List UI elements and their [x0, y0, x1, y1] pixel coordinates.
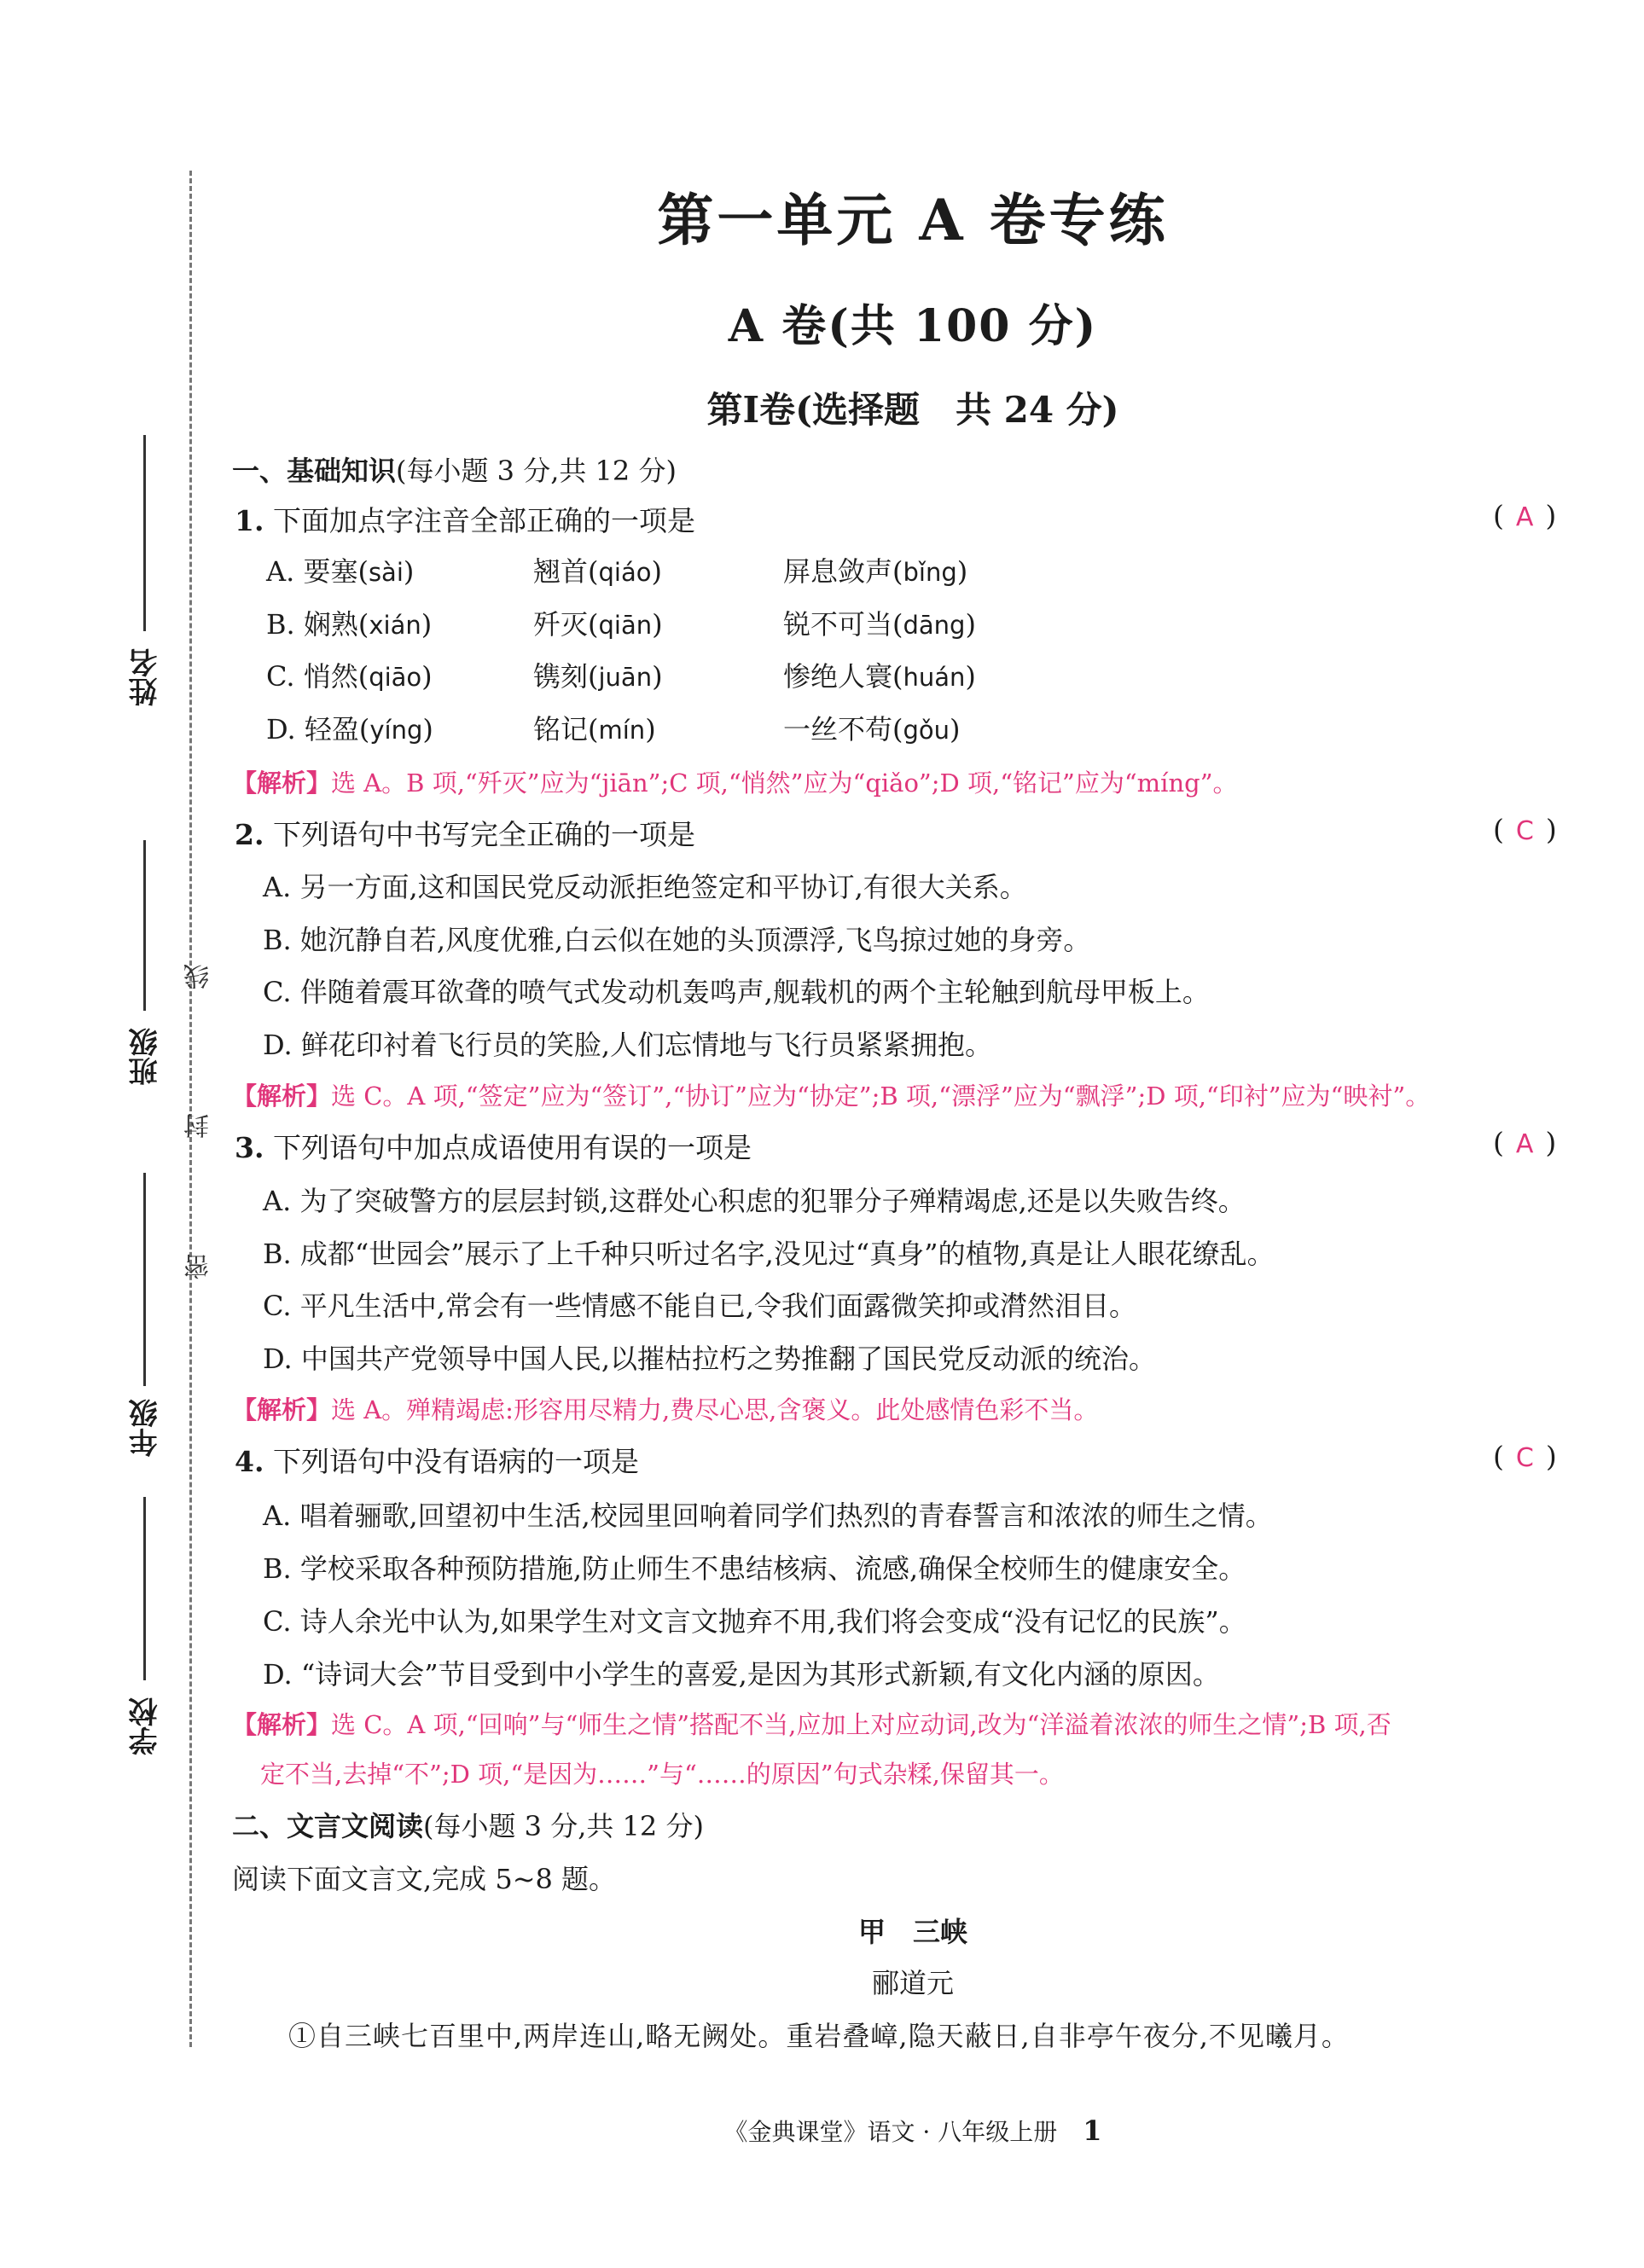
q2-option-c: C. 伴随着震耳欲聋的喷气式发动机轰鸣声,舰载机的两个主轮触到航母甲板上。 [263, 976, 1210, 1008]
q1-option-d: D. 轻盈(yíng) [266, 713, 433, 745]
q3-option-c: C. 平凡生活中,常会有一些情感不能自已,令我们面露微笑抑或潸然泪目。 [263, 1290, 1137, 1322]
q4-answer-letter: C [1515, 1443, 1534, 1473]
q1-number: 1. [235, 504, 264, 537]
q1-answer: ( A ) [1493, 499, 1557, 532]
passage-author: 郦道元 [871, 1967, 954, 1999]
q1-option-b-2: 歼灭(qiān) [533, 608, 663, 641]
page-title: 第一单元 A 卷专练 [657, 187, 1169, 253]
grade-label: 年级 [129, 1399, 163, 1457]
passage-title: 甲 三峡 [857, 1916, 967, 1948]
class-label: 班级 [129, 1028, 163, 1086]
q1-text: 下面加点字注音全部正确的一项是 [272, 504, 695, 537]
page-number: 1 [1083, 2114, 1102, 2147]
seal-feng: 封 [184, 1113, 214, 1139]
q4-analysis-text1: 选 C。A 项,“回响”与“师生之情”搭配不当,应加上对应动词,改为“洋溢着浓浓的师生之情”;B 项,否 [331, 1710, 1391, 1739]
q1-option-c: C. 悄然(qiāo) [266, 660, 433, 693]
binding-dashed-line [189, 171, 192, 2047]
q2-analysis [232, 1077, 1430, 1112]
q3-answer: ( A ) [1493, 1126, 1557, 1159]
q3-analysis-text: 选 A。殚精竭虑:形容用尽精力,费尽心思,含褒义。此处感情色彩不当。 [331, 1395, 1099, 1424]
name-label: 姓名 [129, 648, 163, 706]
q4-option-c: C. 诗人余光中认为,如果学生对文言文抛弃不用,我们将会变成“没有记忆的民族”。 [263, 1605, 1246, 1638]
q1-option-a-2: 翘首(qiáo) [533, 555, 662, 588]
school-label: 学校 [129, 1697, 163, 1755]
q4-answer: ( C ) [1493, 1440, 1557, 1473]
q3-analysis-tag: 【解析】 [232, 1395, 332, 1424]
q2-analysis-text: 选 C。A 项,“签定”应为“签订”,“协订”应为“协定”;B 项,“漂浮”应为“飘浮”;D 项,“印衬”应为“映衬”。 [331, 1082, 1431, 1111]
q1-option-a-3: 屏息敛声(bǐng) [783, 555, 968, 588]
passage-paragraph-1: ①自三峡七百里中,两岸连山,略无阙处。重岩叠嶂,隐天蔽日,自非亭午夜分,不见曦月。 [288, 2020, 1350, 2052]
q2-stem [235, 813, 695, 853]
part1-heading-note: (每小题 3 分,共 12 分) [396, 455, 677, 487]
q4-option-a: A. 唱着骊歌,回望初中生活,校园里回响着同学们热烈的青春誓言和浓浓的师生之情。 [263, 1499, 1273, 1532]
seal-xian: 线 [184, 964, 214, 989]
q4-analysis-line2: 定不当,去掉“不”;D 项,“是因为……”与“……的原因”句式杂糅,保留其一。 [260, 1760, 1064, 1789]
q1-analysis-text: 选 A。B 项,“歼灭”应为“jiān”;C 项,“悄然”应为“qiǎo”;D 项,“铭记”应为“míng”。 [331, 769, 1238, 798]
q4-option-b: B. 学校采取各种预防措施,防止师生不患结核病、流感,确保全校师生的健康安全。 [263, 1552, 1246, 1585]
q3-option-b: B. 成都“世园会”展示了上千种只听过名字,没见过“真身”的植物,真是让人眼花缭乱。 [263, 1238, 1275, 1270]
q1-option-d-2: 铭记(mín) [533, 713, 656, 745]
grade-line [143, 1173, 146, 1386]
name-line [143, 435, 146, 631]
part2-heading-bold: 二、文言文阅读 [232, 1810, 424, 1842]
q1-option-d-3: 一丝不苟(gǒu) [783, 713, 961, 745]
q1-option-c-3: 惨绝人寰(huán) [783, 660, 976, 693]
q2-answer-letter: C [1515, 816, 1534, 846]
q1-stem [235, 499, 695, 539]
school-line [143, 1497, 146, 1680]
q3-analysis [232, 1391, 1098, 1426]
q2-analysis-tag: 【解析】 [232, 1082, 332, 1111]
footer-book: 《金典课堂》语文 · 八年级上册 [723, 2118, 1058, 2146]
q1-option-c-2: 镌刻(juān) [533, 660, 663, 693]
q3-text: 下列语句中加点成语使用有误的一项是 [272, 1131, 752, 1164]
q4-stem [235, 1440, 639, 1480]
q1-option-a: A. 要塞(sài) [266, 555, 415, 588]
q1-option-b: B. 娴熟(xián) [266, 608, 433, 641]
q2-text: 下列语句中书写完全正确的一项是 [272, 818, 695, 851]
q1-option-b-3: 锐不可当(dāng) [783, 608, 976, 641]
q2-answer: ( C ) [1493, 813, 1557, 846]
part2-heading [232, 1805, 704, 1844]
q3-option-a: A. 为了突破警方的层层封锁,这群处心积虑的犯罪分子殚精竭虑,还是以失败告终。 [263, 1185, 1246, 1217]
paper-subtitle: A 卷(共 100 分) [728, 300, 1098, 352]
q1-analysis [232, 764, 1238, 799]
part1-heading [232, 450, 677, 489]
part1-heading-bold: 一、基础知识 [232, 455, 397, 487]
page-footer [0, 2114, 1644, 2148]
part2-heading-note: (每小题 3 分,共 12 分) [423, 1810, 704, 1842]
class-line [143, 840, 146, 1011]
q3-stem [235, 1126, 752, 1166]
q4-option-d: D. “诗词大会”节目受到中小学生的喜爱,是因为其形式新颖,有文化内涵的原因。 [263, 1658, 1220, 1691]
q3-option-d: D. 中国共产党领导中国人民,以摧枯拉朽之势推翻了国民党反动派的统治。 [263, 1343, 1157, 1375]
reading-instruction: 阅读下面文言文,完成 5~8 题。 [232, 1863, 617, 1895]
q3-number: 3. [235, 1131, 264, 1164]
q3-answer-letter: A [1515, 1129, 1534, 1159]
q4-analysis-tag: 【解析】 [232, 1710, 332, 1739]
q1-analysis-tag: 【解析】 [232, 769, 332, 798]
q4-number: 4. [235, 1445, 264, 1478]
q2-number: 2. [235, 818, 264, 851]
seal-mi: 密 [184, 1254, 214, 1279]
q2-option-b: B. 她沉静自若,风度优雅,白云似在她的头顶漂浮,飞鸟掠过她的身旁。 [263, 924, 1091, 956]
q2-option-d: D. 鲜花印衬着飞行员的笑脸,人们忘情地与飞行员紧紧拥抱。 [263, 1029, 993, 1061]
q4-text: 下列语句中没有语病的一项是 [272, 1445, 639, 1478]
q1-answer-letter: A [1515, 502, 1534, 532]
q2-option-a: A. 另一方面,这和国民党反动派拒绝签定和平协订,有很大关系。 [263, 871, 1027, 903]
section-title: 第Ⅰ卷(选择题 共 24 分) [706, 389, 1119, 431]
q4-analysis-line1 [232, 1706, 1391, 1741]
